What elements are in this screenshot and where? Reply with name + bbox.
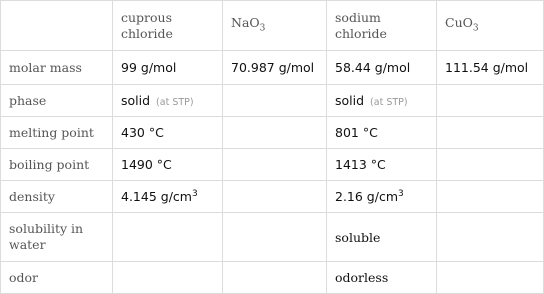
melting-point-cuo3	[437, 117, 544, 149]
melting-point-nao3	[223, 117, 327, 149]
boiling-point-nao3	[223, 149, 327, 181]
column-header-cuo3	[437, 1, 544, 51]
odor-sodium-chloride: odorless	[327, 262, 437, 294]
row-label-solubility: solubility in water	[1, 213, 113, 262]
density-cuo3	[437, 181, 544, 213]
phase-note: (at STP)	[156, 97, 194, 108]
density-cuprous-chloride	[113, 181, 223, 213]
row-label-density: density	[1, 181, 113, 213]
column-header-nao3	[223, 1, 327, 51]
column-header-sodium-chloride: sodium chloride	[327, 1, 437, 51]
row-solubility	[1, 213, 544, 262]
formula-base: CuO	[445, 14, 473, 30]
density-exponent: 3	[191, 188, 198, 199]
formula-subscript: 3	[259, 23, 266, 34]
density-value: 4.145 g/cm	[121, 189, 192, 205]
row-label-boiling-point: boiling point	[1, 149, 113, 181]
solubility-sodium-chloride: soluble	[327, 213, 437, 262]
density-sodium-chloride	[327, 181, 437, 213]
row-label-molar-mass: molar mass	[1, 51, 113, 85]
phase-nao3	[223, 85, 327, 117]
melting-point-sodium-chloride: 801 °C	[327, 117, 437, 149]
molar-mass-nao3: 70.987 g/mol	[223, 51, 327, 85]
odor-cuo3	[437, 262, 544, 294]
solubility-nao3	[223, 213, 327, 262]
formula-subscript: 3	[472, 23, 479, 34]
row-melting-point	[1, 117, 544, 149]
odor-nao3	[223, 262, 327, 294]
density-value: 2.16 g/cm	[335, 189, 399, 205]
phase-cuo3	[437, 85, 544, 117]
phase-note: (at STP)	[370, 97, 408, 108]
molar-mass-cuo3: 111.54 g/mol	[437, 51, 544, 85]
row-molar-mass	[1, 51, 544, 85]
solubility-cuo3	[437, 213, 544, 262]
density-exponent: 3	[398, 188, 404, 199]
formula-base: NaO	[231, 14, 260, 30]
phase-cuprous-chloride	[113, 85, 223, 117]
row-label-odor: odor	[1, 262, 113, 294]
row-label-phase: phase	[1, 85, 113, 117]
boiling-point-cuprous-chloride: 1490 °C	[113, 149, 223, 181]
column-header-cuprous-chloride: cuprous chloride	[113, 1, 223, 51]
solubility-cuprous-chloride	[113, 213, 223, 262]
phase-sodium-chloride	[327, 85, 437, 117]
row-odor	[1, 262, 544, 294]
odor-cuprous-chloride	[113, 262, 223, 294]
header-row	[1, 1, 544, 51]
row-density	[1, 181, 544, 213]
boiling-point-sodium-chloride: 1413 °C	[327, 149, 437, 181]
phase-value: solid	[335, 93, 365, 108]
molar-mass-sodium-chloride: 58.44 g/mol	[327, 51, 437, 85]
melting-point-cuprous-chloride: 430 °C	[113, 117, 223, 149]
phase-value: solid	[121, 93, 151, 108]
row-phase	[1, 85, 544, 117]
row-label-melting-point: melting point	[1, 117, 113, 149]
density-nao3	[223, 181, 327, 213]
row-boiling-point	[1, 149, 544, 181]
boiling-point-cuo3	[437, 149, 544, 181]
molar-mass-cuprous-chloride: 99 g/mol	[113, 51, 223, 85]
corner-cell	[1, 1, 113, 51]
